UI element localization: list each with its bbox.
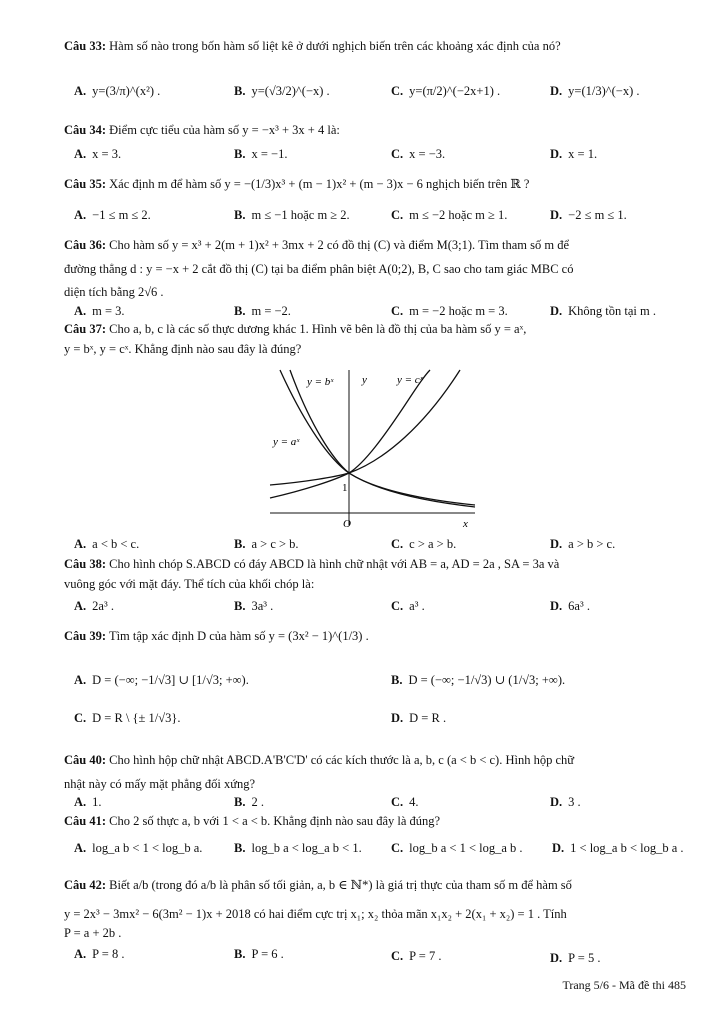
option-c[interactable]: C. c > a > b.	[391, 537, 457, 551]
question-41	[64, 813, 440, 829]
label-x-axis: x	[463, 518, 468, 530]
option-b[interactable]: B. D = (−∞; −1/√3) ∪ (1/√3; +∞).	[391, 673, 566, 687]
option-d[interactable]: D. x = 1.	[550, 147, 598, 161]
option-c[interactable]: C. x = −3.	[391, 147, 446, 161]
question-label: Câu 39:	[64, 629, 107, 643]
question-text-continued: y = 2x³ − 3mx² − 6(3m² − 1)x + 2018 có hai điểm cực trị x₁; x₂ thỏa mãn x₁x₂ + 2(x₁ + x₂) = 1 . Tính	[64, 907, 567, 921]
label-origin: O	[343, 518, 351, 530]
option-b[interactable]: B. log_b a < log_a b < 1.	[234, 841, 362, 855]
option-b[interactable]: B. P = 6 .	[234, 947, 284, 961]
option-d[interactable]: D. D = R .	[391, 711, 447, 725]
option-a[interactable]: A. P = 8 .	[74, 947, 125, 961]
option-c[interactable]: C. D = R \ {± 1/√3}.	[74, 711, 181, 725]
question-label: Câu 40:	[64, 753, 107, 767]
option-d[interactable]: D. 3 .	[550, 795, 581, 809]
question-text: Xác định m để hàm số y = −(1/3)x³ + (m − 1)x² + (m − 3)x − 6 nghịch biến trên ℝ ?	[109, 177, 530, 191]
question-text-continued: đường thẳng d : y = −x + 2 cắt đồ thị (C) tại ba điểm phân biệt A(0;2), B, C sao cho tam giác MBC có	[64, 262, 574, 276]
question-35	[64, 176, 529, 192]
question-text: Cho 2 số thực a, b với 1 < a < b. Khẳng định nào sau đây là đúng?	[109, 814, 441, 828]
question-42	[64, 877, 572, 893]
question-label: Câu 35:	[64, 177, 107, 191]
option-d[interactable]: D. P = 5 .	[550, 951, 601, 965]
option-a[interactable]: A. m = 3.	[74, 304, 125, 318]
curve-y-c-x	[270, 370, 460, 485]
option-a[interactable]: A. y=(3/π)^(x²) .	[74, 84, 161, 98]
option-c[interactable]: C. m = −2 hoặc m = 3.	[391, 304, 508, 318]
page-footer: Trang 5/6 - Mã đề thi 485	[562, 978, 686, 992]
question-text-continued: vuông góc với mặt đáy. Thể tích của khối chóp là:	[64, 577, 315, 591]
option-b[interactable]: B. 2 .	[234, 795, 264, 809]
question-34	[64, 122, 340, 138]
option-b[interactable]: B. m ≤ −1 hoặc m ≥ 2.	[234, 208, 350, 222]
question-label: Câu 38:	[64, 557, 107, 571]
option-d[interactable]: D. y=(1/3)^(−x) .	[550, 84, 640, 98]
option-a[interactable]: A. 1.	[74, 795, 102, 809]
curve-y-a-x	[270, 370, 430, 498]
question-text: Tìm tập xác định D của hàm số y = (3x² − 1)^(1/3) .	[108, 629, 369, 643]
option-a[interactable]: A. −1 ≤ m ≤ 2.	[74, 208, 151, 222]
exponential-graph	[265, 365, 480, 530]
option-a[interactable]: A. x = 3.	[74, 147, 122, 161]
question-label: Câu 42:	[64, 878, 107, 892]
option-d[interactable]: D. 1 < log_a b < log_b a .	[552, 841, 684, 855]
option-a[interactable]: A. D = (−∞; −1/√3] ∪ [1/√3; +∞).	[74, 673, 249, 687]
question-40	[64, 752, 574, 768]
option-b[interactable]: B. y=(√3/2)^(−x) .	[234, 84, 330, 98]
option-a[interactable]: A. log_a b < 1 < log_b a.	[74, 841, 203, 855]
option-a[interactable]: A. a < b < c.	[74, 537, 140, 551]
option-b[interactable]: B. m = −2.	[234, 304, 291, 318]
question-39	[64, 628, 369, 644]
option-d[interactable]: D. −2 ≤ m ≤ 1.	[550, 208, 627, 222]
option-c[interactable]: C. P = 7 .	[391, 949, 442, 963]
question-text: Điểm cực tiểu của hàm số y = −x³ + 3x + 4 là:	[109, 123, 340, 137]
question-38	[64, 556, 559, 572]
label-y-axis: y	[362, 374, 367, 386]
question-text-continued: y = bˣ, y = cˣ. Khẳng định nào sau đây là đúng?	[64, 342, 302, 356]
question-text: Hàm số nào trong bốn hàm số liệt kê ở dưới nghịch biến trên các khoảng xác định của nó?	[109, 39, 561, 53]
question-text: Biết a/b (trong đó a/b là phân số tối giản, a, b ∈ ℕ*) là giá trị thực của tham số m để hàm số	[109, 878, 572, 892]
question-text: Cho hàm số y = x³ + 2(m + 1)x² + 3mx + 2 có đồ thị (C) và điểm M(3;1). Tìm tham số m để	[109, 238, 569, 252]
option-b[interactable]: B. x = −1.	[234, 147, 288, 161]
option-d[interactable]: D. a > b > c.	[550, 537, 616, 551]
question-label: Câu 33:	[64, 39, 107, 53]
option-d[interactable]: D. Không tồn tại m .	[550, 304, 656, 318]
question-label: Câu 41:	[64, 814, 107, 828]
option-b[interactable]: B. a > c > b.	[234, 537, 299, 551]
label-a: y = aˣ	[273, 436, 300, 448]
question-text-continued: diện tích bằng 2√6 .	[64, 285, 164, 299]
question-text-continued: nhật này có mấy mặt phẳng đối xứng?	[64, 777, 256, 791]
option-c[interactable]: C. y=(π/2)^(−2x+1) .	[391, 84, 501, 98]
question-37	[64, 321, 526, 337]
question-33	[64, 38, 561, 54]
option-c[interactable]: C. log_b a < 1 < log_a b .	[391, 841, 523, 855]
label-b: y = bˣ	[307, 376, 334, 388]
option-b[interactable]: B. 3a³ .	[234, 599, 274, 613]
question-label: Câu 37:	[64, 322, 107, 336]
label-one: 1	[342, 482, 348, 494]
option-d[interactable]: D. 6a³ .	[550, 599, 590, 613]
option-a[interactable]: A. 2a³ .	[74, 599, 114, 613]
question-text-continued: P = a + 2b .	[64, 926, 122, 940]
question-text: Cho hình hộp chữ nhật ABCD.A'B'C'D' có các kích thước là a, b, c (a < b < c). Hình hộp chữ	[109, 753, 575, 767]
option-c[interactable]: C. a³ .	[391, 599, 425, 613]
question-text: Cho hình chóp S.ABCD có đáy ABCD là hình chữ nhật với AB = a, AD = 2a , SA = 3a và	[109, 557, 560, 571]
label-c: y = cˣ	[397, 374, 423, 386]
option-c[interactable]: C. m ≤ −2 hoặc m ≥ 1.	[391, 208, 508, 222]
question-text: Cho a, b, c là các số thực dương khác 1. Hình vẽ bên là đồ thị của ba hàm số y = aˣ,	[109, 322, 527, 336]
option-c[interactable]: C. 4.	[391, 795, 419, 809]
question-label: Câu 36:	[64, 238, 107, 252]
question-36	[64, 237, 569, 253]
question-label: Câu 34:	[64, 123, 107, 137]
